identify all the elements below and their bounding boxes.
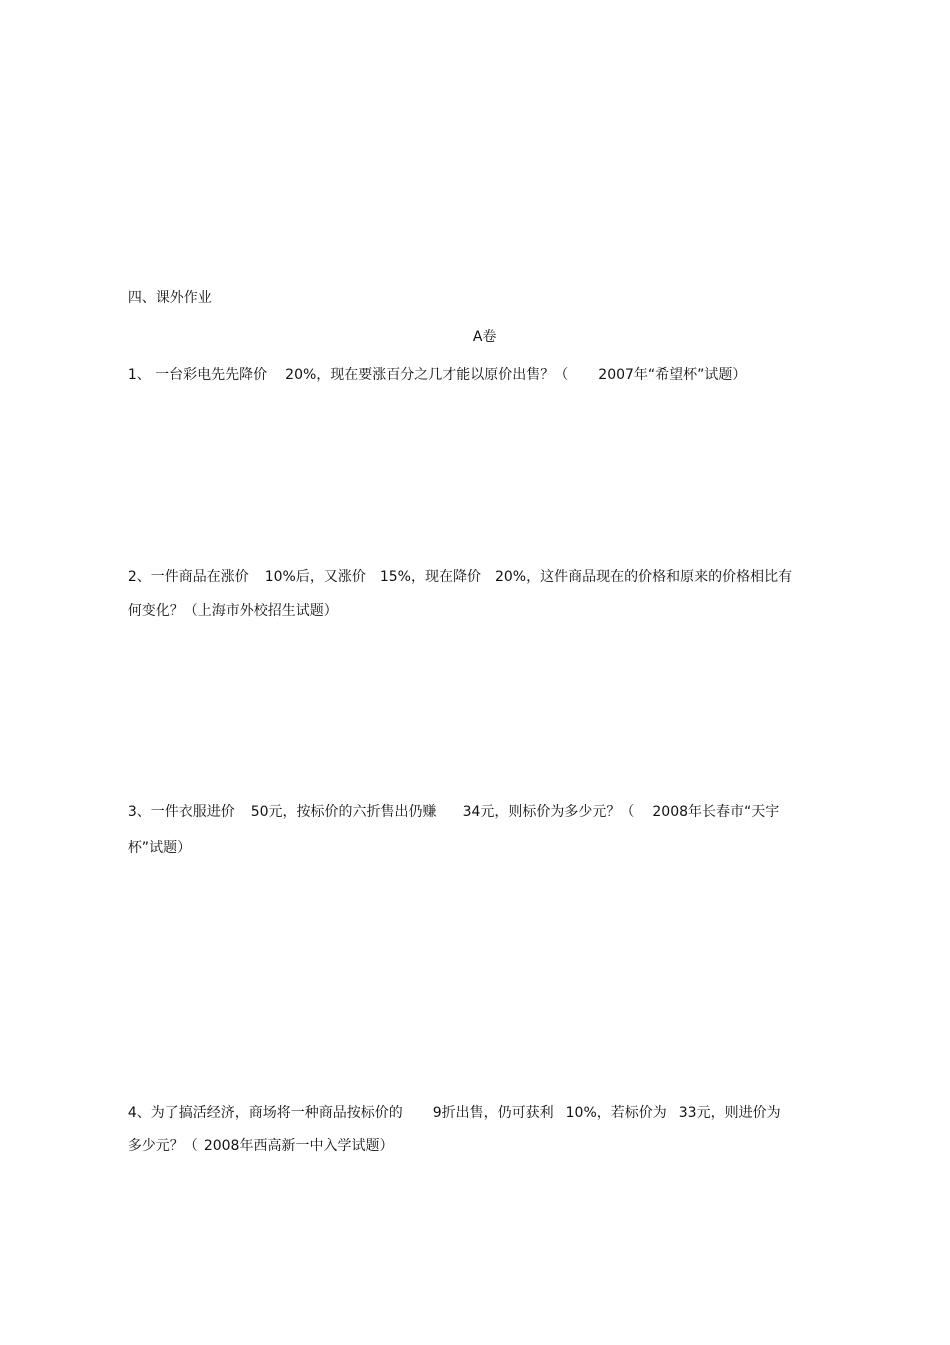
question-2-segment: 2、一件商品在涨价: [127, 569, 249, 585]
question-4-segment: 4、为了搞活经济，商场将一种商品按标价的: [127, 1105, 403, 1121]
volume-title: [455, 310, 497, 345]
question-1-segment: 2007年“希望杯”试题）: [598, 367, 747, 383]
question-4-segment: 9折出售，仍可获利: [432, 1105, 554, 1121]
question-4-segment: 10%，若标价为: [565, 1105, 667, 1121]
question-4-segment: 2008年西高新一中入学试题）: [203, 1138, 394, 1154]
question-4-segment: 33元，则进价为: [678, 1105, 781, 1121]
question-2-line-2: [110, 584, 338, 619]
question-3-segment: 34元，则标价为多少元？（: [462, 804, 635, 820]
question-3-line-2: [110, 821, 192, 856]
question-3-segment: 杯”试题）: [127, 840, 192, 856]
question-3-segment: 50元，按标价的六折售出仍赚: [250, 804, 437, 820]
question-1-segment: 1、 一台彩电先先降价: [127, 367, 268, 383]
question-4-line-2: [110, 1119, 394, 1154]
question-2-segment: 20%，这件商品现在的价格和原来的价格相比有: [494, 569, 793, 585]
question-2-segment: 10%后，又涨价: [264, 569, 366, 585]
question-4-line-1: [110, 1086, 781, 1121]
question-1-segment: 20%，现在要涨百分之几才能以原价出售？（: [285, 367, 569, 383]
question-1-line-1: [110, 348, 747, 383]
section-heading-text: 四、课外作业: [127, 290, 212, 306]
question-2-line-1: [110, 550, 793, 585]
volume-title-text: A卷: [472, 329, 497, 345]
question-2-segment: 15%，现在降价: [379, 569, 481, 585]
question-3-segment: 2008年长春市“天宇: [652, 804, 780, 820]
section-heading: [110, 271, 212, 306]
question-3-segment: 3、一件衣服进价: [127, 804, 235, 820]
question-4-segment: 多少元？（: [127, 1138, 198, 1154]
question-2-segment: 何变化？（上海市外校招生试题）: [127, 603, 338, 619]
question-3-line-1: [110, 785, 780, 820]
